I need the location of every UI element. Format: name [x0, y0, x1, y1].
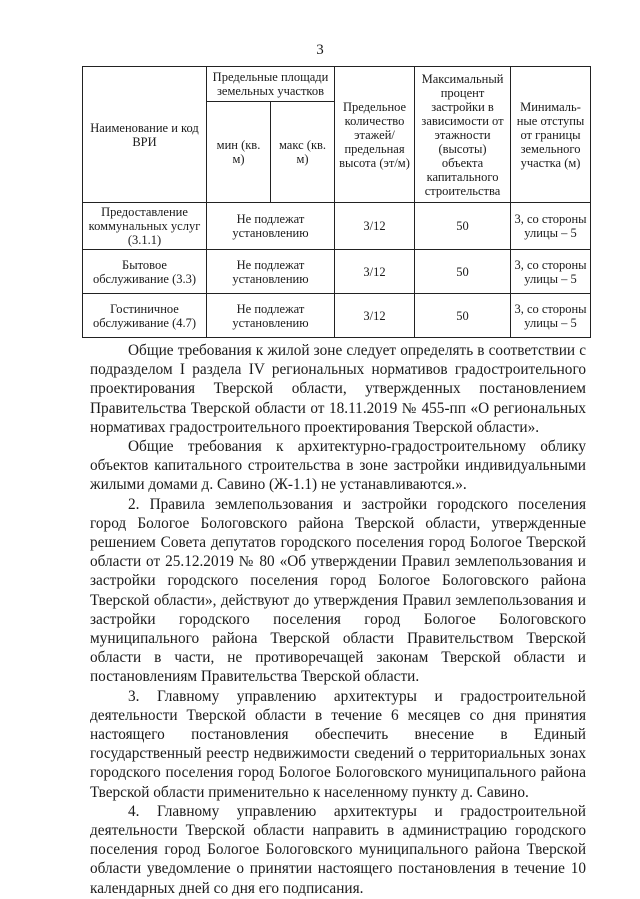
row-setback: 3, со стороны улицы – 5 — [511, 294, 591, 338]
table-row — [83, 203, 591, 250]
row-coverage: 50 — [415, 294, 511, 338]
paragraph: 3. Главному управлению архитектуры и градостроительной деятельности Тверской области в течение 6 месяцев со дня принятия настоящего постановления обеспечить внесение в Единый государственный реестр недвижимости сведений о территориальных зонах городского поселения город Бологое Бологовского муниципального района Тверской области применительно к населенному пункту д. Савино. — [90, 687, 586, 801]
paragraph: 2. Правила землепользования и застройки городского поселения город Бологое Бологовского района Тверской области, утвержденные решением Совета депутатов городского поселения город Бологое Тверской области от 25.12.2019 № 80 «Об утверждении Правил землепользования и застройки городского поселения город Бологое Бологовского района Тверской области», действуют до утверждения Правил землепользования и застройки городского поселения город Бологое Бологовского муниципального района Тверской области Правительством Тверской области в части, не противоречащей законам Тверской области и постановлениям Правительства Тверской области. — [90, 495, 586, 686]
row-area: Не подлежат установлению — [207, 294, 335, 338]
row-name: Предоставление коммунальных услуг (3.1.1) — [83, 203, 207, 250]
row-floors: 3/12 — [335, 203, 415, 250]
row-coverage: 50 — [415, 250, 511, 294]
row-setback: 3, со стороны улицы – 5 — [511, 250, 591, 294]
header-name: Наименование и код ВРИ — [83, 67, 207, 203]
header-plot-area: Предельные площади земельных участков — [207, 67, 335, 102]
row-name: Гостиничное обслуживание (4.7) — [83, 294, 207, 338]
paragraph: Общие требования к архитектурно-градостроительному облику объектов капитального строительства в зоне застройки индивидуальными жилыми домами д. Савино (Ж-1.1) не устанавливаются.». — [90, 438, 586, 494]
header-coverage: Максимальный процент застройки в зависимости от этажности (высоты) объекта капитального строительства — [415, 67, 511, 203]
paragraph: 4. Главному управлению архитектуры и градостроительной деятельности Тверской области направить в администрацию городского поселения город Бологое Бологовского муниципального района Тверской области уведомление о принятии настоящего постановления в течение 10 календарных дней со дня его подписания. — [90, 802, 586, 897]
header-min: мин (кв. м) — [207, 102, 271, 203]
body-text — [90, 341, 586, 898]
row-area: Не подлежат установлению — [207, 250, 335, 294]
header-max: макс (кв. м) — [271, 102, 335, 203]
header-floors: Предельное количество этажей/ предельная высота (эт/м) — [335, 67, 415, 203]
table-row — [83, 294, 591, 338]
table-row — [83, 250, 591, 294]
paragraph: Общие требования к жилой зоне следует определять в соответствии с подразделом I раздела IV региональных нормативов градостроительного проектирования Тверской области, утвержденных постановлением Правительства Тверской области от 18.11.2019 № 455-пп «О региональных нормативах градостроительного проектирования Тверской области». — [90, 342, 586, 436]
row-floors: 3/12 — [335, 250, 415, 294]
zoning-parameters-table — [82, 66, 591, 338]
table-header-row — [83, 67, 591, 102]
row-floors: 3/12 — [335, 294, 415, 338]
row-name: Бытовое обслуживание (3.3) — [83, 250, 207, 294]
row-area: Не подлежат установлению — [207, 203, 335, 250]
row-setback: 3, со стороны улицы – 5 — [511, 203, 591, 250]
row-coverage: 50 — [415, 203, 511, 250]
page-number: 3 — [316, 42, 324, 58]
header-setback: Минималь-ные отступы от границы земельного участка (м) — [511, 67, 591, 203]
